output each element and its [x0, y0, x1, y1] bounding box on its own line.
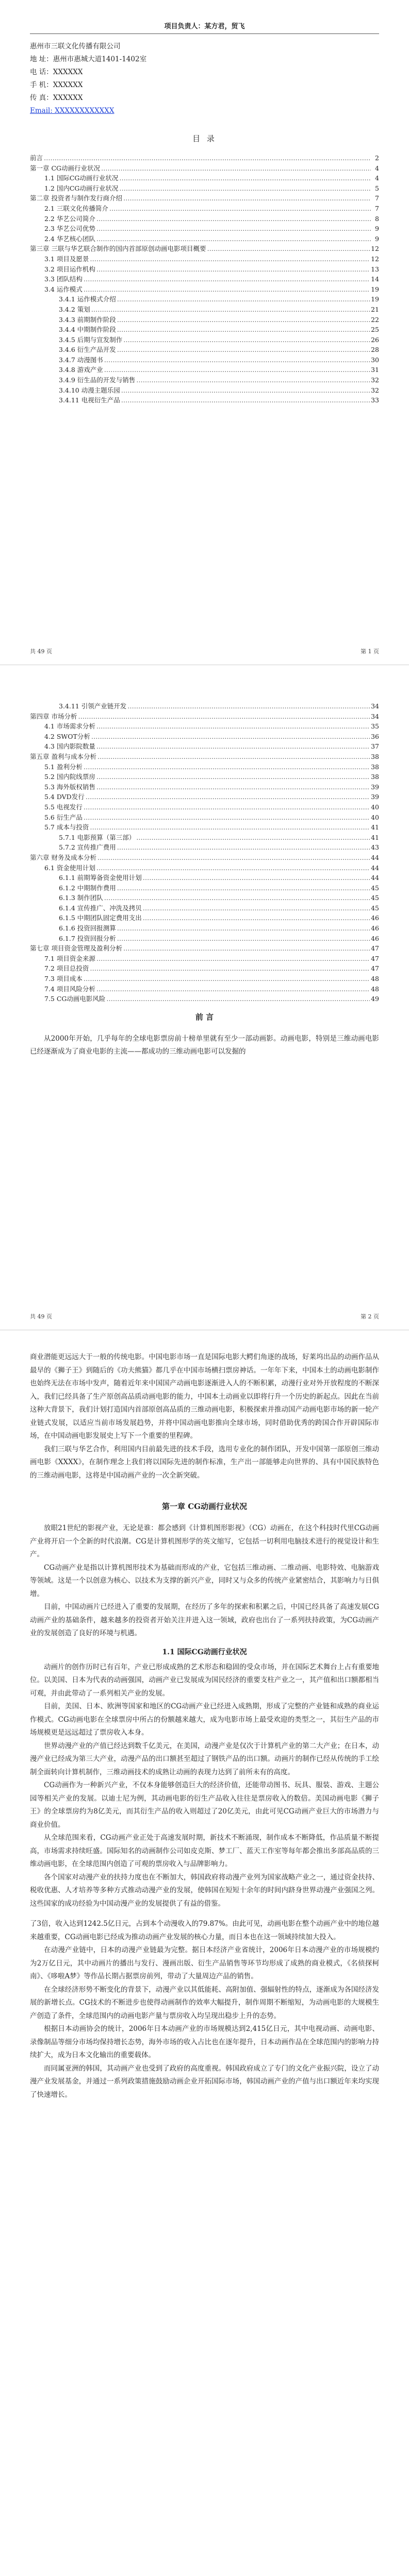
toc-leader-dots: [106, 994, 370, 1004]
toc-entry-page: 2: [375, 154, 379, 162]
toc-entry-title: 3.4.3 前期制作阶段: [59, 315, 116, 324]
toc-entry[interactable]: [30, 762, 379, 772]
preface-paragraph: 商业潜能更远远大于一般的传统电影。中国电影市场一直是国际电影大鳄们角逐的战场，好莱坞出品的动画作品从最早的《狮子王》到随后的《功夫熊猫》都几乎在中国市场横扫票房神话。一年年下来，中国本土的动画电影制作也始终无法在市场中发声，随着近年来中国国产动画电影逐渐进入人的不断积累，动漫行业对外开放程度的不断深入，我们已经具备了生产原创高品质动画电影的能力，中国本土动画业以即将行升一个历史的新起点。因此在当前这种大背景下，我们计划打造国内首部原创高品质的三维动画电影，积极探索并推动国产动画电影市场的新一轮产业链式发展，以适应当前市场发展趋势，并将中国动画电影推向全球市场，同时借助优秀的跨国合作开辟国际市场，在中国动画电影发展史上写下一个重要的里程碑。: [30, 1353, 379, 1440]
toc-entry-page: 34: [371, 712, 379, 720]
section-paragraph: 了3倍，收入达到1242.5亿日元，占到本个动漫收入的79.87%。由此可见，动画电影在整个动画产业中的地位越来越重要，CG动画电影已经成为推动动画产业发展的核心力量，而日本也在这一领域持续加大投入。: [30, 1920, 379, 1941]
toc-entry-title: 5.7 成本与投资: [44, 823, 89, 832]
toc-entry[interactable]: [30, 244, 379, 254]
toc-entry[interactable]: [30, 782, 379, 792]
toc-entry-title: 3.2 项目运作机构: [44, 265, 95, 273]
section-paragraph: 在动漫产业链中，日本的动漫产业链最为完整。据日本经济产业省统计，2006年日本动漫产业的市场规模约为2万亿日元，其中动画片的播出与发行、漫画出版、衍生产品销售等环节均形成了成熟的商业模式，《名侦探柯南》、《哆啦A梦》等作品长期占据票房前列，带动了大量周边产品的销售。: [30, 1946, 379, 1980]
toc-leader-dots: [117, 325, 370, 335]
toc-entry-page: 48: [371, 975, 379, 983]
toc-entry-title: 3.4.1 运作模式介绍: [59, 295, 116, 303]
document-page-3: [0, 1330, 409, 2576]
toc-leader-dots: [136, 375, 370, 385]
toc-entry-page: 38: [371, 752, 379, 760]
toc-leader-dots: [84, 274, 370, 284]
toc-leader-dots: [121, 395, 370, 405]
toc-entry-title: 3.4.7 动漫图书: [59, 355, 103, 364]
chapter-paragraph: 放眼21世纪的影视产业，无论是谁：都会感到《计算机图形影视》（CG）动画在，在这个科技时代里CG动画产业将开启一个全新的时代浪潮。CG是计算机图形学的英文缩写，它包括一切利用电脑技术进行的视觉设计和生产。: [30, 1524, 379, 1558]
toc-entry-page: 22: [371, 315, 379, 324]
toc-leader-dots: [90, 963, 370, 974]
document-page-2: [0, 665, 409, 1330]
toc-entry-title: 5.2 国内院线票房: [44, 773, 95, 781]
company-phone: 电 话：XXXXXX: [30, 68, 83, 76]
toc-entry-page: 32: [371, 376, 379, 384]
toc-entry[interactable]: [30, 335, 379, 345]
toc-entry-title: 5.1 盈利分析: [44, 762, 83, 771]
footer-page-number: 第 2 页: [361, 1313, 379, 1320]
toc-leader-dots: [119, 183, 371, 194]
toc-entry-page: 8: [375, 214, 379, 223]
toc-leader-dots: [143, 903, 370, 913]
toc-entry[interactable]: [30, 224, 379, 234]
toc-entry-title: 3.4.11 电视衍生产品: [59, 396, 120, 404]
toc-entry-page: 34: [371, 702, 379, 710]
toc-entry-title: 5.4 DVD发行: [44, 793, 85, 801]
toc-entry-page: 46: [371, 914, 379, 922]
toc-entry-title: 5.7.1 电影预算（第三部）: [59, 833, 136, 841]
toc-entry-page: 39: [371, 783, 379, 791]
toc-entry[interactable]: [30, 294, 379, 304]
toc-entry[interactable]: [30, 792, 379, 802]
toc-entry[interactable]: [30, 752, 379, 762]
toc-entry-page: 28: [371, 346, 379, 354]
toc-entry[interactable]: [30, 822, 379, 833]
toc-entry-title: 5.6 衍生产品: [44, 813, 83, 821]
toc-entry-title: 7.2 项目总投资: [44, 964, 89, 973]
toc-entry-title: 6.1.4 宣传推广、冲洗及拷贝: [59, 904, 142, 912]
toc-entry-title: 6.1 资金使用计划: [44, 863, 95, 872]
toc-entry-page: 44: [371, 863, 379, 872]
toc-entry-title: 5.7.2 宣传推广费用: [59, 843, 116, 852]
toc-leader-dots: [143, 873, 370, 883]
toc-entry[interactable]: [30, 345, 379, 355]
toc-leader-dots: [117, 315, 370, 325]
toc-entry-title: 2.1 三联文化传播简介: [44, 204, 108, 212]
toc-entry[interactable]: [30, 153, 379, 163]
toc-entry-page: 45: [371, 894, 379, 902]
toc-entry[interactable]: [30, 923, 379, 934]
toc-entry-page: 19: [371, 295, 379, 303]
toc-entry[interactable]: [30, 325, 379, 335]
toc-entry-page: 5: [375, 184, 379, 192]
toc-leader-dots: [84, 812, 370, 823]
toc-entry-title: 3.4.8 游戏产业: [59, 366, 103, 374]
toc-entry[interactable]: [30, 873, 379, 883]
toc-entry-title: 第七章 项目资金管理及盈利分析: [30, 944, 122, 953]
toc-entry-page: 7: [375, 194, 379, 202]
toc-entry[interactable]: [30, 802, 379, 812]
toc-entry-title: 第三章 三联与华艺联合制作的国内首部原创动画电影项目概要: [30, 245, 206, 253]
toc-entry-title: 6.1.5 中期团队固定费用支出: [59, 914, 142, 922]
toc-entry-page: 25: [371, 326, 379, 334]
toc-entry-title: 3.4.2 策划: [59, 305, 90, 313]
toc-leader-dots: [117, 883, 370, 893]
toc-leader-dots: [96, 863, 370, 873]
toc-leader-dots: [136, 833, 370, 843]
toc-entry-page: 35: [371, 722, 379, 731]
toc-entry[interactable]: [30, 732, 379, 742]
toc-entry-page: 13: [371, 265, 379, 273]
toc-entry-page: 33: [371, 396, 379, 404]
toc-leader-dots: [101, 163, 371, 174]
toc-entry[interactable]: [30, 365, 379, 375]
toc-entry[interactable]: [30, 163, 379, 174]
toc-entry[interactable]: [30, 315, 379, 325]
toc-leader-dots: [119, 173, 371, 183]
toc-entry-page: 41: [371, 823, 379, 832]
toc-entry[interactable]: [30, 984, 379, 994]
toc-entry[interactable]: [30, 833, 379, 843]
page-footer: [30, 1312, 379, 1320]
section-paragraph: 动画片的创作历时已有百年，产业已形成成熟的艺术形态和稳固的受众市场，并在国际艺术舞台上占有重要地位。以美国、日本为代表的动画强国，动画产业已发展成为国民经济的重要支柱产业之一，其产值和出口额都相当可观，并由此带动了一系列相关产业的发展。: [30, 1663, 379, 1698]
toc-leader-dots: [117, 842, 370, 853]
toc-entry-page: 36: [371, 732, 379, 740]
toc-entry-page: 43: [371, 843, 379, 852]
toc-entry-title: 7.3 项目成本: [44, 975, 83, 983]
toc-entry-page: 21: [371, 305, 379, 313]
toc-entry-title: 3.4 运作模式: [44, 285, 83, 293]
toc-entry-title: 6.1.2 中期制作费用: [59, 884, 116, 892]
toc-leader-dots: [127, 701, 370, 711]
toc-entry-page: 45: [371, 884, 379, 892]
toc-entry-title: 4.1 市场需求分析: [44, 722, 95, 731]
toc-entry-page: 39: [371, 793, 379, 801]
toc-leader-dots: [96, 782, 370, 792]
toc-entry[interactable]: [30, 264, 379, 275]
toc-entry-page: 31: [371, 366, 379, 374]
project-responsible: 项目负责人：某方君，贸飞: [30, 21, 379, 34]
toc-entry-title: 4.3 国内影院数量: [44, 742, 95, 751]
toc-entry[interactable]: [30, 214, 379, 224]
toc-entry[interactable]: [30, 193, 379, 204]
toc-entry[interactable]: [30, 994, 379, 1004]
toc-entry-title: 1.1 国际CG动画行业状况: [44, 174, 119, 182]
toc-leader-dots: [44, 153, 371, 163]
section-paragraph: 根据日本动画协会的统计，2006年日本动画产业的市场规模达到2,415亿日元，其中电视动画、动画电影、录像制品等细分市场均保持增长态势，海外市场的收入占比也在逐年提升，日本动画作品在全球范围内的影响力持续扩大，成为日本文化输出的重要载体。: [30, 2025, 379, 2059]
toc-entry[interactable]: [30, 385, 379, 396]
toc-entry-page: 38: [371, 773, 379, 781]
footer-page-number: 第 1 页: [361, 648, 379, 655]
toc-entry[interactable]: [30, 853, 379, 863]
page-footer: [30, 647, 379, 655]
section-paragraph: 世界动漫产业的产值已经达到数千亿美元，在美国，动漫产业是仅次于计算机产业的第二大产业；在日本，动漫产业已经成为第三大产业，动漫产品的出口额甚至超过了钢铁产品的出口额。动画片的制作已经从传统的手工绘制全面转向计算机制作，三维动画技术的成熟让动画的表现力达到了前所未有的高度。: [30, 1741, 379, 1776]
toc-entry-title: 6.1.7 投资回报分析: [59, 934, 116, 942]
toc-leader-dots: [84, 974, 370, 984]
toc-leader-dots: [123, 943, 370, 954]
section-paragraph: 从全球范围来看，CG动画产业正处于高速发展时期，新技术不断涌现，制作成本不断降低，作品质量不断提高，市场需求持续旺盛。国际知名的动画制作公司如皮克斯、梦工厂、蓝天工作室等每年都会推出多部高品质的三维动画电影，在全球范围内创造了可观的票房收入与品牌影响力。: [30, 1834, 379, 1868]
toc-entry[interactable]: [30, 204, 379, 214]
toc-entry-page: 7: [375, 204, 379, 212]
section-paragraph: CG动画作为一种新兴产业，不仅本身能够创造巨大的经济价值，还能带动图书、玩具、服装、游戏、主题公园等相关产业的发展。以迪士尼为例，其动画电影的衍生产品收入往往是票房收入的数倍。美国动画电影《狮子王》的全球票房约为8亿美元，而其衍生产品的收入则超过了20亿美元，由此可见CG动画产业巨大的市场潜力与商业价值。: [30, 1781, 379, 1829]
toc-leader-dots: [96, 741, 370, 752]
toc-entry-title: 7.1 项目资金来源: [44, 954, 95, 962]
toc-leader-dots: [96, 214, 371, 224]
toc-entry-page: 44: [371, 874, 379, 882]
section-paragraph: 而同属亚洲的韩国，其动画产业也受到了政府的高度重视。韩国政府成立了专门的文化产业振兴院，设立了动漫产业发展基金，并通过一系列政策措施鼓励动画企业开拓国际市场，韩国动画产业的产值与出口额近年来均实现了快速增长。: [30, 2064, 379, 2099]
chapter-paragraph: CG动画产业是指以计算机图形技术为基础而形成的产业，它包括三维动画、二维动画、电影特效、电脑游戏等领域。这是一个以创意为核心、以技术为支撑的新兴产业，同时又与众多的传统产业紧密结合，其影响力与日俱增。: [30, 1563, 379, 1598]
toc-entry-page: 4: [375, 164, 379, 172]
toc-entry-page: 12: [371, 255, 379, 263]
company-address: 地 址：惠州市惠城大道1401-1402室: [30, 55, 147, 63]
toc-leader-dots: [91, 304, 370, 315]
toc-entry-page: 32: [371, 386, 379, 394]
toc-entry-page: 9: [375, 234, 379, 243]
toc-entry-title: 第一章 CG动画行业状况: [30, 164, 101, 172]
chapter-title: 第一章 CG动画行业状况: [162, 1502, 247, 1511]
toc-entry-page: 46: [371, 924, 379, 933]
toc-leader-dots: [91, 732, 370, 742]
toc-entry[interactable]: [30, 254, 379, 264]
toc-entry[interactable]: [30, 173, 379, 183]
toc-leader-dots: [90, 254, 370, 264]
toc-entry[interactable]: [30, 913, 379, 923]
company-fax: 传 真：XXXXXX: [30, 94, 83, 102]
toc-leader-dots: [104, 365, 370, 375]
toc-entry[interactable]: [30, 772, 379, 782]
toc-leader-dots: [96, 234, 371, 244]
toc-entry[interactable]: [30, 974, 379, 984]
contact-block: [30, 40, 379, 117]
toc-leader-dots: [117, 923, 370, 934]
toc-entry[interactable]: [30, 943, 379, 954]
toc-entry-title: 第六章 财务及成本分析: [30, 853, 96, 861]
toc-entry-title: 3.4.4 中期制作阶段: [59, 326, 116, 334]
toc-entry-page: 9: [375, 225, 379, 233]
toc-entry-title: 7.4 项目风险分析: [44, 985, 95, 993]
toc-leader-dots: [117, 934, 370, 944]
toc-leader-dots: [78, 711, 370, 722]
toc-entry-page: 30: [371, 355, 379, 364]
toc-entry[interactable]: [30, 934, 379, 944]
footer-total: 共 49 页: [30, 648, 52, 655]
toc-entry-page: 26: [371, 335, 379, 344]
toc-entry-title: 6.1.3 制作团队: [59, 894, 103, 902]
toc-leader-dots: [90, 822, 370, 833]
section-paragraph: 目前，美国、日本、欧洲等国家和地区的CG动画产业已经进入成熟期，形成了完整的产业链和成熟的商业运作模式。CG动画电影在全球票房中所占的份额越来越大，成为电影市场上最受欢迎的类型之一，其衍生产品的市场规模更是远远超过了票房收入本身。: [30, 1702, 379, 1737]
toc-leader-dots: [104, 893, 370, 903]
toc-entry-page: 46: [371, 934, 379, 942]
toc-entry-page: 40: [371, 803, 379, 811]
toc-leader-dots: [96, 721, 370, 732]
toc-entry[interactable]: [30, 812, 379, 823]
toc-entry-page: 47: [371, 954, 379, 962]
toc-entry-title: 3.4.5 后期与宣发制作: [59, 335, 123, 344]
toc-entry[interactable]: [30, 954, 379, 964]
toc-entry-page: 4: [375, 174, 379, 182]
toc-entry[interactable]: [30, 395, 379, 405]
toc-entry[interactable]: [30, 701, 379, 711]
toc-entry-page: 19: [371, 285, 379, 293]
toc-entry-page: 47: [371, 964, 379, 973]
toc-leader-dots: [96, 984, 370, 994]
toc-entry-title: 5.3 海外版权销售: [44, 783, 95, 791]
toc-leader-dots: [121, 385, 370, 396]
toc-entry[interactable]: [30, 883, 379, 893]
document-page-1: [0, 0, 409, 665]
toc-entry-page: 49: [371, 995, 379, 1003]
toc-entry[interactable]: [30, 375, 379, 385]
toc-leader-dots: [84, 284, 370, 295]
toc-leader-dots: [96, 954, 370, 964]
toc-entry-page: 48: [371, 985, 379, 993]
toc-entry[interactable]: [30, 893, 379, 903]
toc-leader-dots: [207, 244, 370, 254]
toc-entry[interactable]: [30, 842, 379, 853]
toc-leader-dots: [123, 335, 370, 345]
toc-leader-dots: [143, 913, 370, 923]
toc-leader-dots: [97, 853, 370, 863]
toc-entry[interactable]: [30, 963, 379, 974]
toc-entry-title: 3.4.9 衍生品的开发与销售: [59, 376, 136, 384]
toc-entry-title: 3.4.6 衍生产品开发: [59, 346, 116, 354]
toc-leader-dots: [96, 224, 371, 234]
toc-leader-dots: [96, 772, 370, 782]
toc-leader-dots: [84, 762, 370, 772]
email-link[interactable]: Email: XXXXXXXXXXXX: [30, 107, 114, 115]
preface-title: 前 言: [195, 1012, 214, 1022]
toc-leader-dots: [123, 193, 371, 204]
section-paragraph: 在全球经济形势不断变化的背景下，动漫产业以其低能耗、高附加值、强辐射性的特点，逐渐成为各国经济发展的新增长点。CG技术的不断进步也使得动画制作的效率大幅提升，制作周期不断缩短，为动画电影的大规模生产创造了条件，全球范围内的动画电影产量与票房收入均呈现出稳步上升的态势。: [30, 1985, 379, 2020]
chapter-paragraph: 目前，中国动画片已经进入了重要的发展期，在经历了多年的探索和积累之后，中国已经具备了高速发展CG动画产业的基础条件，越来越多的投资者开始关注并进入这一领域，政府也出台了一系列扶持政策，为CG动画产业的发展创造了良好的环境与机遇。: [30, 1603, 379, 1637]
toc-list: [30, 153, 379, 405]
toc-entry-title: 2.2 华艺公司简介: [44, 214, 95, 223]
toc-leader-dots: [97, 752, 370, 762]
toc-leader-dots: [86, 792, 370, 802]
toc-leader-dots: [84, 802, 370, 812]
preface-paragraph: 从2000年开始，几乎每年的全球电影票房前十榜单里就有至少一部动画影。动画电影，特别是三维动画电影已经逐渐成为了商业电影的主流——都成功的三维动画电影可以发掘的: [30, 1034, 379, 1056]
toc-entry-page: 44: [371, 853, 379, 861]
toc-entry[interactable]: [30, 863, 379, 873]
section-paragraph: 各个国家对动漫产业的扶持力度也在不断加大，韩国政府将动漫产业列为国家战略产业之一，通过资金扶持、税收优惠、人才培养等多种方式推动动漫产业的发展，使韩国在短短十余年的时间内跻身世界动漫产业强国之列。这些国家的成功经验为中国动漫产业的发展提供了有益的借鉴。: [30, 1873, 379, 1908]
company-name: 惠州市三联文化传播有限公司: [30, 42, 121, 50]
toc-entry[interactable]: [30, 741, 379, 752]
toc-entry-page: 12: [371, 245, 379, 253]
toc-entry-title: 3.3 团队结构: [44, 275, 83, 283]
toc-entry[interactable]: [30, 903, 379, 913]
toc-entry-title: 1.2 国内CG动画行业状况: [44, 184, 119, 192]
toc-entry-title: 前言: [30, 154, 43, 162]
toc-entry-title: 第二章 投资者与制作发行商介绍: [30, 194, 122, 202]
toc-entry[interactable]: [30, 274, 379, 284]
toc-entry[interactable]: [30, 183, 379, 194]
toc-entry-page: 38: [371, 762, 379, 771]
toc-leader-dots: [104, 355, 370, 365]
toc-entry-page: 14: [371, 275, 379, 283]
toc-entry-title: 3.1 项目及愿景: [44, 255, 89, 263]
toc-entry[interactable]: [30, 711, 379, 722]
toc-entry-title: 4.2 SWOT分析: [44, 732, 90, 740]
toc-entry[interactable]: [30, 721, 379, 732]
toc-list: [30, 701, 379, 1004]
toc-entry-page: 41: [371, 833, 379, 841]
toc-entry[interactable]: [30, 304, 379, 315]
toc-entry-page: 37: [371, 742, 379, 751]
toc-entry-title: 5.5 电视发行: [44, 803, 83, 811]
toc-entry-title: 3.4.10 动漫主题乐园: [59, 386, 120, 394]
toc-entry-title: 6.1.6 投资回报测算: [59, 924, 116, 933]
toc-entry-title: 第五章 盈利与成本分析: [30, 752, 96, 760]
section-title: 1.1 国际CG动画行业状况: [162, 1648, 247, 1656]
toc-leader-dots: [117, 345, 370, 355]
toc-entry[interactable]: [30, 355, 379, 365]
toc-entry[interactable]: [30, 284, 379, 295]
toc-leader-dots: [109, 204, 371, 214]
toc-entry-page: 40: [371, 813, 379, 821]
footer-total: 共 49 页: [30, 1313, 52, 1320]
toc-entry-page: 47: [371, 944, 379, 953]
toc-entry-page: 45: [371, 904, 379, 912]
toc-title: 目 录: [192, 134, 217, 143]
toc-entry-title: 7.5 CG动画电影风险: [44, 995, 106, 1003]
company-mobile: 手 机：XXXXXX: [30, 81, 83, 89]
toc-entry-title: 6.1.1 前期筹备资金使用计划: [59, 874, 142, 882]
toc-leader-dots: [96, 264, 370, 275]
toc-entry-title: 3.4.11 引领产业链开发: [59, 702, 127, 710]
toc-entry-title: 2.4 华艺核心团队: [44, 234, 95, 243]
preface-paragraph: 我们三联与华艺合作，利用国内目前最先进的技术手段，选用专业化的制作团队，开发中国第一部原创三维动画电影《XXXX》，在制作理念上我们将以国际先进的制作标准，生产出一部能够走向世界的、具有中国民族特色的三维动画电影，这将是中国动画产业的一次全新突破。: [30, 1445, 379, 1480]
toc-leader-dots: [117, 294, 370, 304]
toc-entry[interactable]: [30, 234, 379, 244]
toc-entry-title: 第四章 市场分析: [30, 712, 77, 720]
toc-entry-title: 2.3 华艺公司优势: [44, 225, 95, 233]
